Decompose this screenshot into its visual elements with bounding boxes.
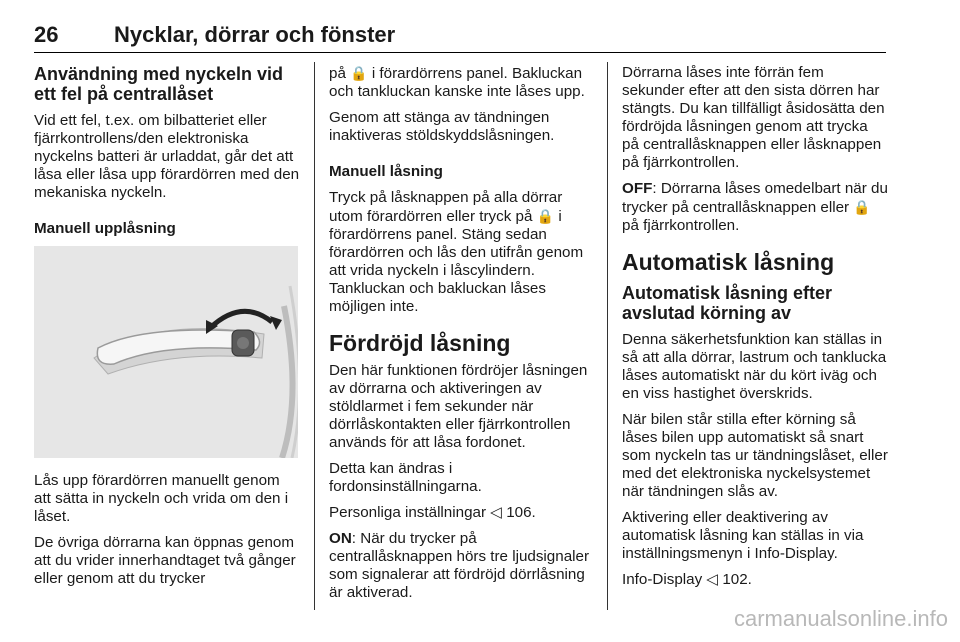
- paragraph: Den här funktionen fördröjer låsningen av dörrarna och aktiveringen av stöldlarmet i fem sekunder när dörrlåskontakten eller fjärrkontrollen används för att låsa fordonet.: [329, 362, 588, 451]
- paragraph: Genom att stänga av tändningen inaktiveras stöldskyddslåsningen.: [329, 109, 555, 144]
- section-heading-delayed-lock: Fördröjd låsning: [329, 330, 511, 356]
- subheading-manual-lock: Manuell låsning: [329, 163, 443, 180]
- column-3: [622, 64, 888, 597]
- column-divider-2: [607, 62, 608, 610]
- section-heading-auto-lock: Automatisk låsning: [622, 249, 835, 275]
- header-divider: [34, 52, 886, 53]
- paragraph: När bilen står stilla efter körning så låses bilen upp automatiskt så snart som nyckeln tas ur tändningslåset, eller med det elektroniska nyckelsystemet när tändningen slås av.: [622, 411, 888, 500]
- page-ref-arrow-icon: ◁: [490, 504, 502, 521]
- section-heading-fault: Användning med nyckeln vid ett fel på centrallåset: [34, 64, 284, 104]
- watermark: carmanualsonline.info: [733, 606, 948, 631]
- paragraph: ON: När du trycker på centrallåsknappen hörs tre ljudsignaler som signalerar att fördröjd dörrlåsning är aktiverad.: [329, 530, 590, 601]
- paragraph: Dörrarna låses inte förrän fem sekunder efter att den sista dörren har stängts. Du kan tillfälligt åsidosätta den fördröjda låsningen genom att trycka på centrallåsknappen eller låsknappen på fjärrkontrollen.: [622, 64, 885, 171]
- paragraph: Denna säkerhetsfunktion kan ställas in så att alla dörrar, lastrum och tanklucka låses automatiskt när du kört iväg och en viss hastighet överskrids.: [622, 331, 887, 402]
- page-number: 26: [34, 22, 59, 47]
- paragraph: Aktivering eller deaktivering av automatisk låsning kan ställas in via inställningsmenyn i Info-Display.: [622, 509, 864, 562]
- paragraph: Info-Display ◁ 102.: [622, 571, 752, 588]
- paragraph: Personliga inställningar ◁ 106.: [329, 504, 536, 521]
- paragraph: OFF: Dörrarna låses omedelbart när du trycker på centrallåsknappen eller 🔒 på fjärrkontrollen.: [622, 180, 888, 234]
- column-1: [34, 64, 300, 596]
- paragraph: Vid ett fel, t.ex. om bilbatteriet eller fjärrkontrollens/den elektroniska nyckelns batteri är urladdat, går det att låsa eller låsa upp förardörren med den mekaniska nyckeln.: [34, 112, 300, 201]
- column-divider-1: [314, 62, 315, 610]
- door-handle-illustration: [34, 246, 298, 458]
- paragraph: Detta kan ändras i fordonsinställningarna.: [329, 460, 482, 495]
- lock-icon: 🔒: [853, 199, 871, 215]
- page-header: [34, 22, 886, 52]
- paragraph: Tryck på låsknappen på alla dörrar utom förardörren eller tryck på 🔒 i förardörrens panel. Stäng sedan förardörren och lås den utifrån genom att vrida nyckeln i låscylindern. Tankluckan och bakluckan låses möjligen inte.: [329, 189, 584, 315]
- subheading-auto-lock-driving: Automatisk låsning efter avslutad körning av: [622, 283, 833, 323]
- paragraph: på 🔒 i förardörrens panel. Bakluckan och tankluckan kanske inte låses upp.: [329, 65, 585, 100]
- paragraph: De övriga dörrarna kan öppnas genom att du vrider innerhandtaget två gånger eller genom att du trycker: [34, 534, 296, 587]
- subheading-manual-unlock: Manuell upplåsning: [34, 220, 176, 237]
- column-2: [329, 64, 593, 610]
- lock-icon: 🔒: [350, 65, 368, 81]
- paragraph: Lås upp förardörren manuellt genom att sätta in nyckeln och vrida om den i låset.: [34, 472, 289, 525]
- lock-icon: 🔒: [536, 208, 555, 224]
- page-title: Nycklar, dörrar och fönster: [114, 22, 396, 47]
- page-ref-arrow-icon: ◁: [706, 571, 719, 588]
